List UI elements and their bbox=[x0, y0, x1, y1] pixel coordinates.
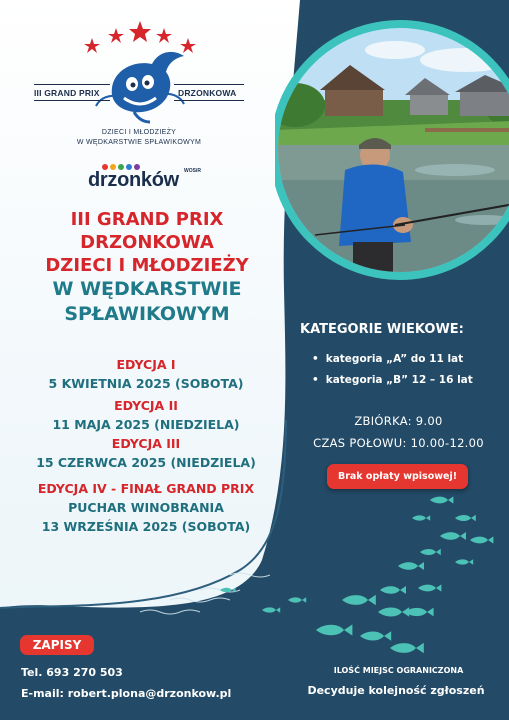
logo-divider bbox=[34, 100, 110, 101]
signup-button[interactable]: ZAPISY bbox=[20, 635, 94, 655]
logo-subtitle-line1: DZIECI I MŁODZIEŻY bbox=[101, 129, 177, 136]
edition-date: 11 MAJA 2025 (NIEDZIELA) bbox=[52, 417, 240, 432]
photo-circle bbox=[275, 20, 509, 300]
edition-name: EDYCJA IV - FINAŁ GRAND PRIX bbox=[37, 481, 255, 496]
title-line: III GRAND PRIX bbox=[70, 209, 224, 230]
drzonkow-brand-logo bbox=[88, 162, 208, 202]
gathering-time: ZBIÓRKA: 9.00 bbox=[354, 414, 443, 428]
title-line: DZIECI I MŁODZIEŻY bbox=[45, 255, 249, 276]
logo-subtitle-line2: W WĘDKARSTWIE SPŁAWIKOWYM bbox=[76, 139, 202, 146]
list-item: • kategoria „B” 12 – 16 lat bbox=[312, 370, 502, 391]
event-logo bbox=[34, 18, 244, 158]
edition-date: 13 WRZEŚNIA 2025 (SOBOTA) bbox=[41, 519, 251, 534]
edition-name: EDYCJA II bbox=[114, 398, 178, 413]
list-item: • kategoria „A” do 11 lat bbox=[312, 349, 502, 370]
edition-date: 5 KWIETNIA 2025 (SOBOTA) bbox=[48, 376, 244, 391]
title-line: SPŁAWIKOWYM bbox=[64, 303, 230, 325]
logo-divider bbox=[174, 84, 244, 85]
title-line: W WĘDKARSTWIE bbox=[52, 278, 242, 300]
categories-list bbox=[312, 349, 502, 391]
logo-divider bbox=[34, 84, 110, 85]
edition-name: EDYCJA I bbox=[116, 357, 176, 372]
edition-date: 15 CZERWCA 2025 (NIEDZIELA) bbox=[36, 455, 256, 470]
no-entry-fee-badge: Brak opłaty wpisowej! bbox=[327, 464, 468, 489]
categories-title: KATEGORIE WIEKOWE: bbox=[300, 322, 464, 337]
boy-fishing-photo-icon bbox=[275, 20, 509, 300]
logo-divider bbox=[174, 100, 244, 101]
catfish-mascot-icon bbox=[34, 18, 244, 128]
event-title bbox=[16, 208, 278, 327]
fishing-time: CZAS POŁOWU: 10.00-12.00 bbox=[313, 436, 484, 450]
email-address[interactable]: E-mail: robert.plona@drzonkow.pl bbox=[21, 687, 232, 700]
title-line: DRZONKOWA bbox=[80, 232, 214, 253]
phone-number[interactable]: Tel. 693 270 503 bbox=[21, 666, 123, 679]
editions-list bbox=[8, 356, 284, 536]
brand-name: drzonków bbox=[88, 169, 179, 191]
registration-order-note: Decyduje kolejność zgłoszeń bbox=[307, 684, 485, 697]
edition-date: PUCHAR WINOBRANIA bbox=[68, 500, 224, 515]
logo-right-text: DRZONKOWA bbox=[178, 88, 237, 98]
brand-tag: WOSiR bbox=[184, 168, 201, 174]
limited-places-note: ILOŚĆ MIEJSC OGRANICZONA bbox=[333, 666, 464, 675]
edition-name: EDYCJA III bbox=[111, 436, 181, 451]
logo-left-text: III GRAND PRIX bbox=[34, 88, 100, 98]
